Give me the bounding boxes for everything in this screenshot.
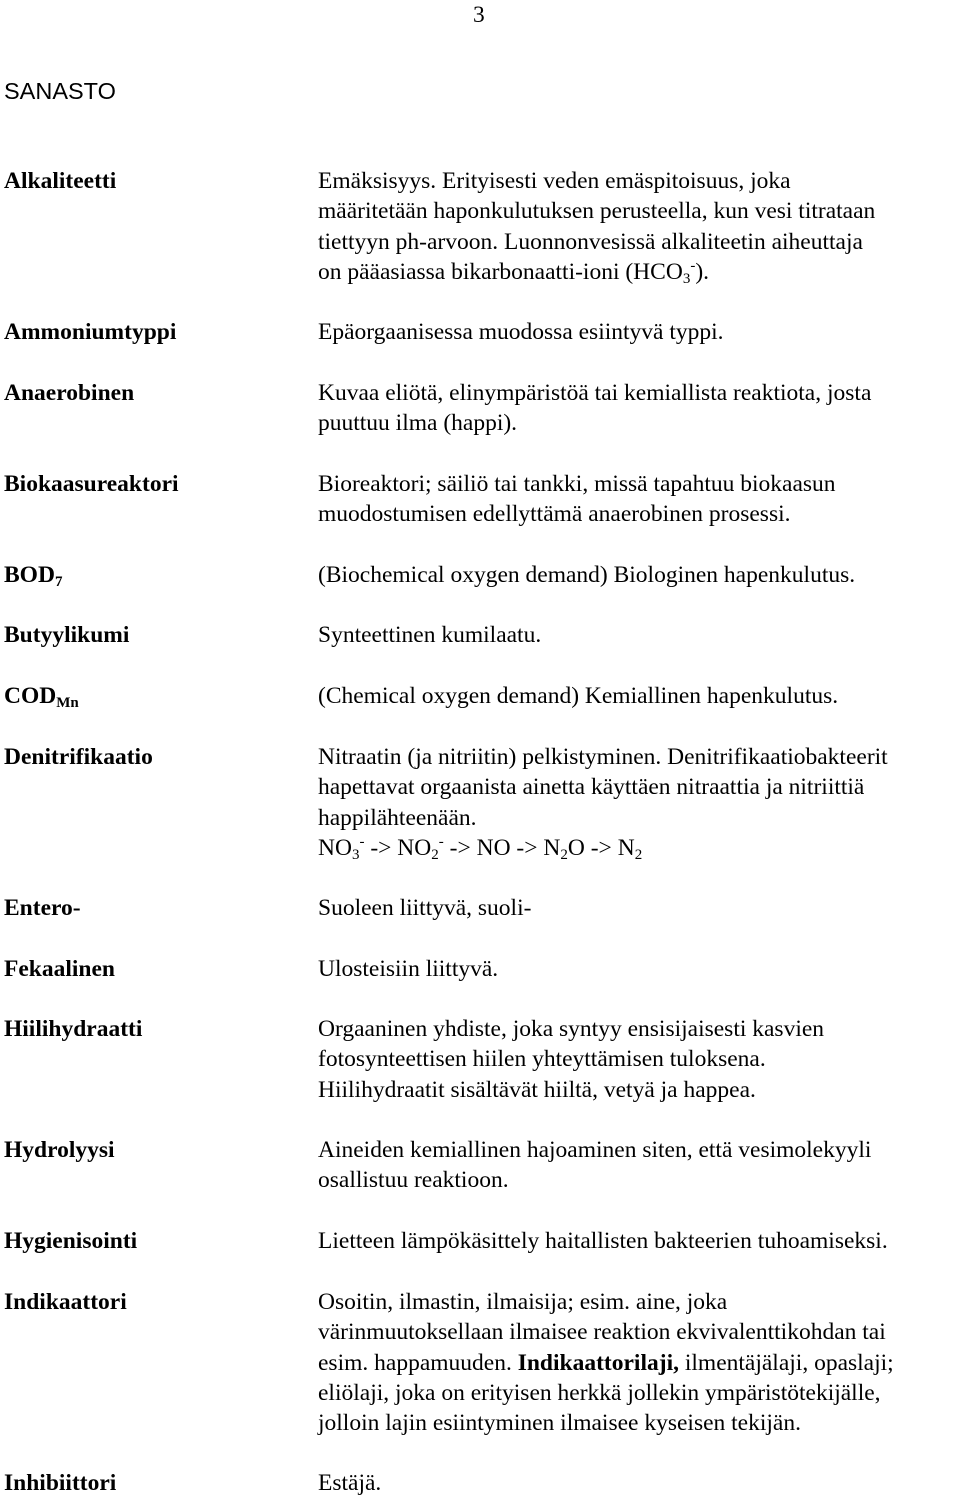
- definition-line: Suoleen liittyvä, suoli-: [318, 895, 532, 921]
- page-number: 3: [473, 2, 485, 28]
- definition-hiilihydraatti: [318, 1014, 824, 1105]
- definition-denitrifikaatio: [318, 742, 888, 863]
- definition-line: (Biochemical oxygen demand) Biologinen hapenkulutus.: [318, 562, 856, 588]
- term-fekaalinen: Fekaalinen: [4, 956, 115, 982]
- definition-line: Ulosteisiin liittyvä.: [318, 956, 499, 982]
- term-text: BOD: [4, 562, 55, 588]
- arrow: ->: [584, 834, 618, 861]
- definition-line: Orgaaninen yhdiste, joka syntyy ensisijaisesti kasvien: [318, 1016, 825, 1042]
- definition-line: [318, 1348, 894, 1378]
- definition-line: Lietteen lämpökäsittely haitallisten bakteerien tuhoamiseksi.: [318, 1228, 888, 1254]
- definition-line: Epäorgaanisessa muodossa esiintyvä typpi.: [318, 319, 724, 345]
- definition-line: [318, 257, 875, 287]
- term-ammoniumtyppi: Ammoniumtyppi: [4, 319, 177, 345]
- subscript: 2: [431, 846, 439, 863]
- definition-line: määritetään haponkulutuksen perusteella, kun vesi titrataan: [318, 198, 876, 225]
- definition-line: Hiilihydraatit sisältävät hiiltä, vetyä ja happea.: [318, 1076, 756, 1103]
- definition-line: fotosynteettisen hiilen yhteyttämisen tuloksena.: [318, 1046, 766, 1073]
- superscript: -: [438, 833, 444, 850]
- definition-line: eliölaji, joka on erityisen herkkä jollekin ympäristötekijälle,: [318, 1379, 881, 1406]
- definition-line: osallistuu reaktioon.: [318, 1167, 509, 1194]
- definition-text: esim. happamuuden.: [318, 1349, 518, 1376]
- superscript: -: [359, 833, 365, 850]
- definition-alkaliteetti: [318, 166, 875, 287]
- definition-hygienisointi: [318, 1226, 888, 1256]
- subscript: 2: [634, 846, 643, 863]
- definition-bod7: [318, 560, 855, 590]
- definition-line: Estäjä.: [318, 1470, 382, 1496]
- formula-part: NO: [397, 834, 432, 861]
- definition-text: on pääasiassa bikarbonaatti-ioni (HCO: [318, 258, 683, 285]
- subscript: 3: [682, 270, 691, 287]
- term-text: COD: [4, 683, 57, 709]
- definition-line: Emäksisyys. Erityisesti veden emäspitoisuus, joka: [318, 168, 791, 194]
- definition-line: hapettavat orgaanista ainetta käyttäen nitraattia ja nitriittiä: [318, 774, 865, 801]
- definition-fekaalinen: [318, 954, 498, 984]
- definition-line: Nitraatin (ja nitriitin) pelkistyminen. Denitrifikaatiobakteerit: [318, 744, 888, 770]
- term-cod-mn: [4, 681, 79, 711]
- definition-cod-mn: [318, 681, 838, 711]
- term-alkaliteetti: Alkaliteetti: [4, 168, 117, 194]
- term-hydrolyysi: Hydrolyysi: [4, 1137, 115, 1163]
- definition-line: (Chemical oxygen demand) Kemiallinen hapenkulutus.: [318, 683, 839, 709]
- reaction-equation: [318, 833, 888, 863]
- subscript: 2: [560, 846, 568, 863]
- definition-line: Aineiden kemiallinen hajoaminen siten, että vesimolekyyli: [318, 1137, 872, 1163]
- definition-line: muodostumisen edellyttämä anaerobinen prosessi.: [318, 501, 791, 528]
- definition-anaerobinen: [318, 378, 871, 439]
- subscript: Mn: [56, 695, 79, 711]
- definition-line: värinmuutoksellaan ilmaisee reaktion ekvivalenttikohdan tai: [318, 1319, 886, 1346]
- definition-line: jolloin lajin esiintyminen ilmaisee kyseisen tekijän.: [318, 1410, 801, 1437]
- definition-line: Bioreaktori; säiliö tai tankki, missä tapahtuu biokaasun: [318, 471, 836, 497]
- arrow: ->: [510, 834, 544, 861]
- definition-text: ilmentäjälaji, opaslaji;: [684, 1349, 894, 1376]
- definition-line: happilähteenään.: [318, 804, 477, 831]
- page-title: SANASTO: [4, 78, 116, 104]
- definition-line: puuttuu ilma (happi).: [318, 410, 518, 437]
- formula-part: NO: [476, 834, 511, 861]
- formula-part: N: [543, 834, 561, 861]
- formula-part: NO: [318, 834, 352, 861]
- definition-biokaasureaktori: [318, 469, 836, 530]
- term-biokaasureaktori: Biokaasureaktori: [4, 471, 179, 497]
- term-inhibiittori: Inhibiittori: [4, 1470, 117, 1496]
- term-entero: Entero-: [4, 895, 81, 921]
- term-indikaattori: Indikaattori: [4, 1289, 127, 1315]
- bold-term: Indikaattorilaji,: [517, 1349, 679, 1376]
- definition-ammoniumtyppi: [318, 317, 724, 347]
- superscript: -: [690, 257, 696, 274]
- definition-line: tiettyyn ph-arvoon. Luonnonvesissä alkaliteetin aiheuttaja: [318, 228, 863, 255]
- definition-line: Osoitin, ilmastin, ilmaisija; esim. aine, joka: [318, 1289, 728, 1315]
- definition-line: Kuvaa eliötä, elinympäristöä tai kemiallista reaktiota, josta: [318, 380, 872, 406]
- arrow: ->: [364, 834, 398, 861]
- term-hygienisointi: Hygienisointi: [4, 1228, 138, 1254]
- definition-butyylikumi: [318, 620, 541, 650]
- definition-indikaattori: [318, 1287, 894, 1438]
- arrow: ->: [443, 834, 477, 861]
- definition-entero: [318, 893, 531, 923]
- definition-text: ).: [695, 258, 710, 285]
- definition-line: Synteettinen kumilaatu.: [318, 622, 542, 648]
- formula-part: O: [567, 834, 585, 861]
- definition-inhibiittori: [318, 1468, 381, 1498]
- term-anaerobinen: Anaerobinen: [4, 380, 135, 406]
- term-denitrifikaatio: Denitrifikaatio: [4, 744, 153, 770]
- term-hiilihydraatti: Hiilihydraatti: [4, 1016, 143, 1042]
- definition-hydrolyysi: [318, 1135, 871, 1196]
- term-butyylikumi: Butyylikumi: [4, 622, 130, 648]
- subscript: 7: [54, 574, 63, 590]
- formula-part: N: [617, 834, 635, 861]
- term-bod7: [4, 560, 62, 590]
- subscript: 3: [351, 846, 360, 863]
